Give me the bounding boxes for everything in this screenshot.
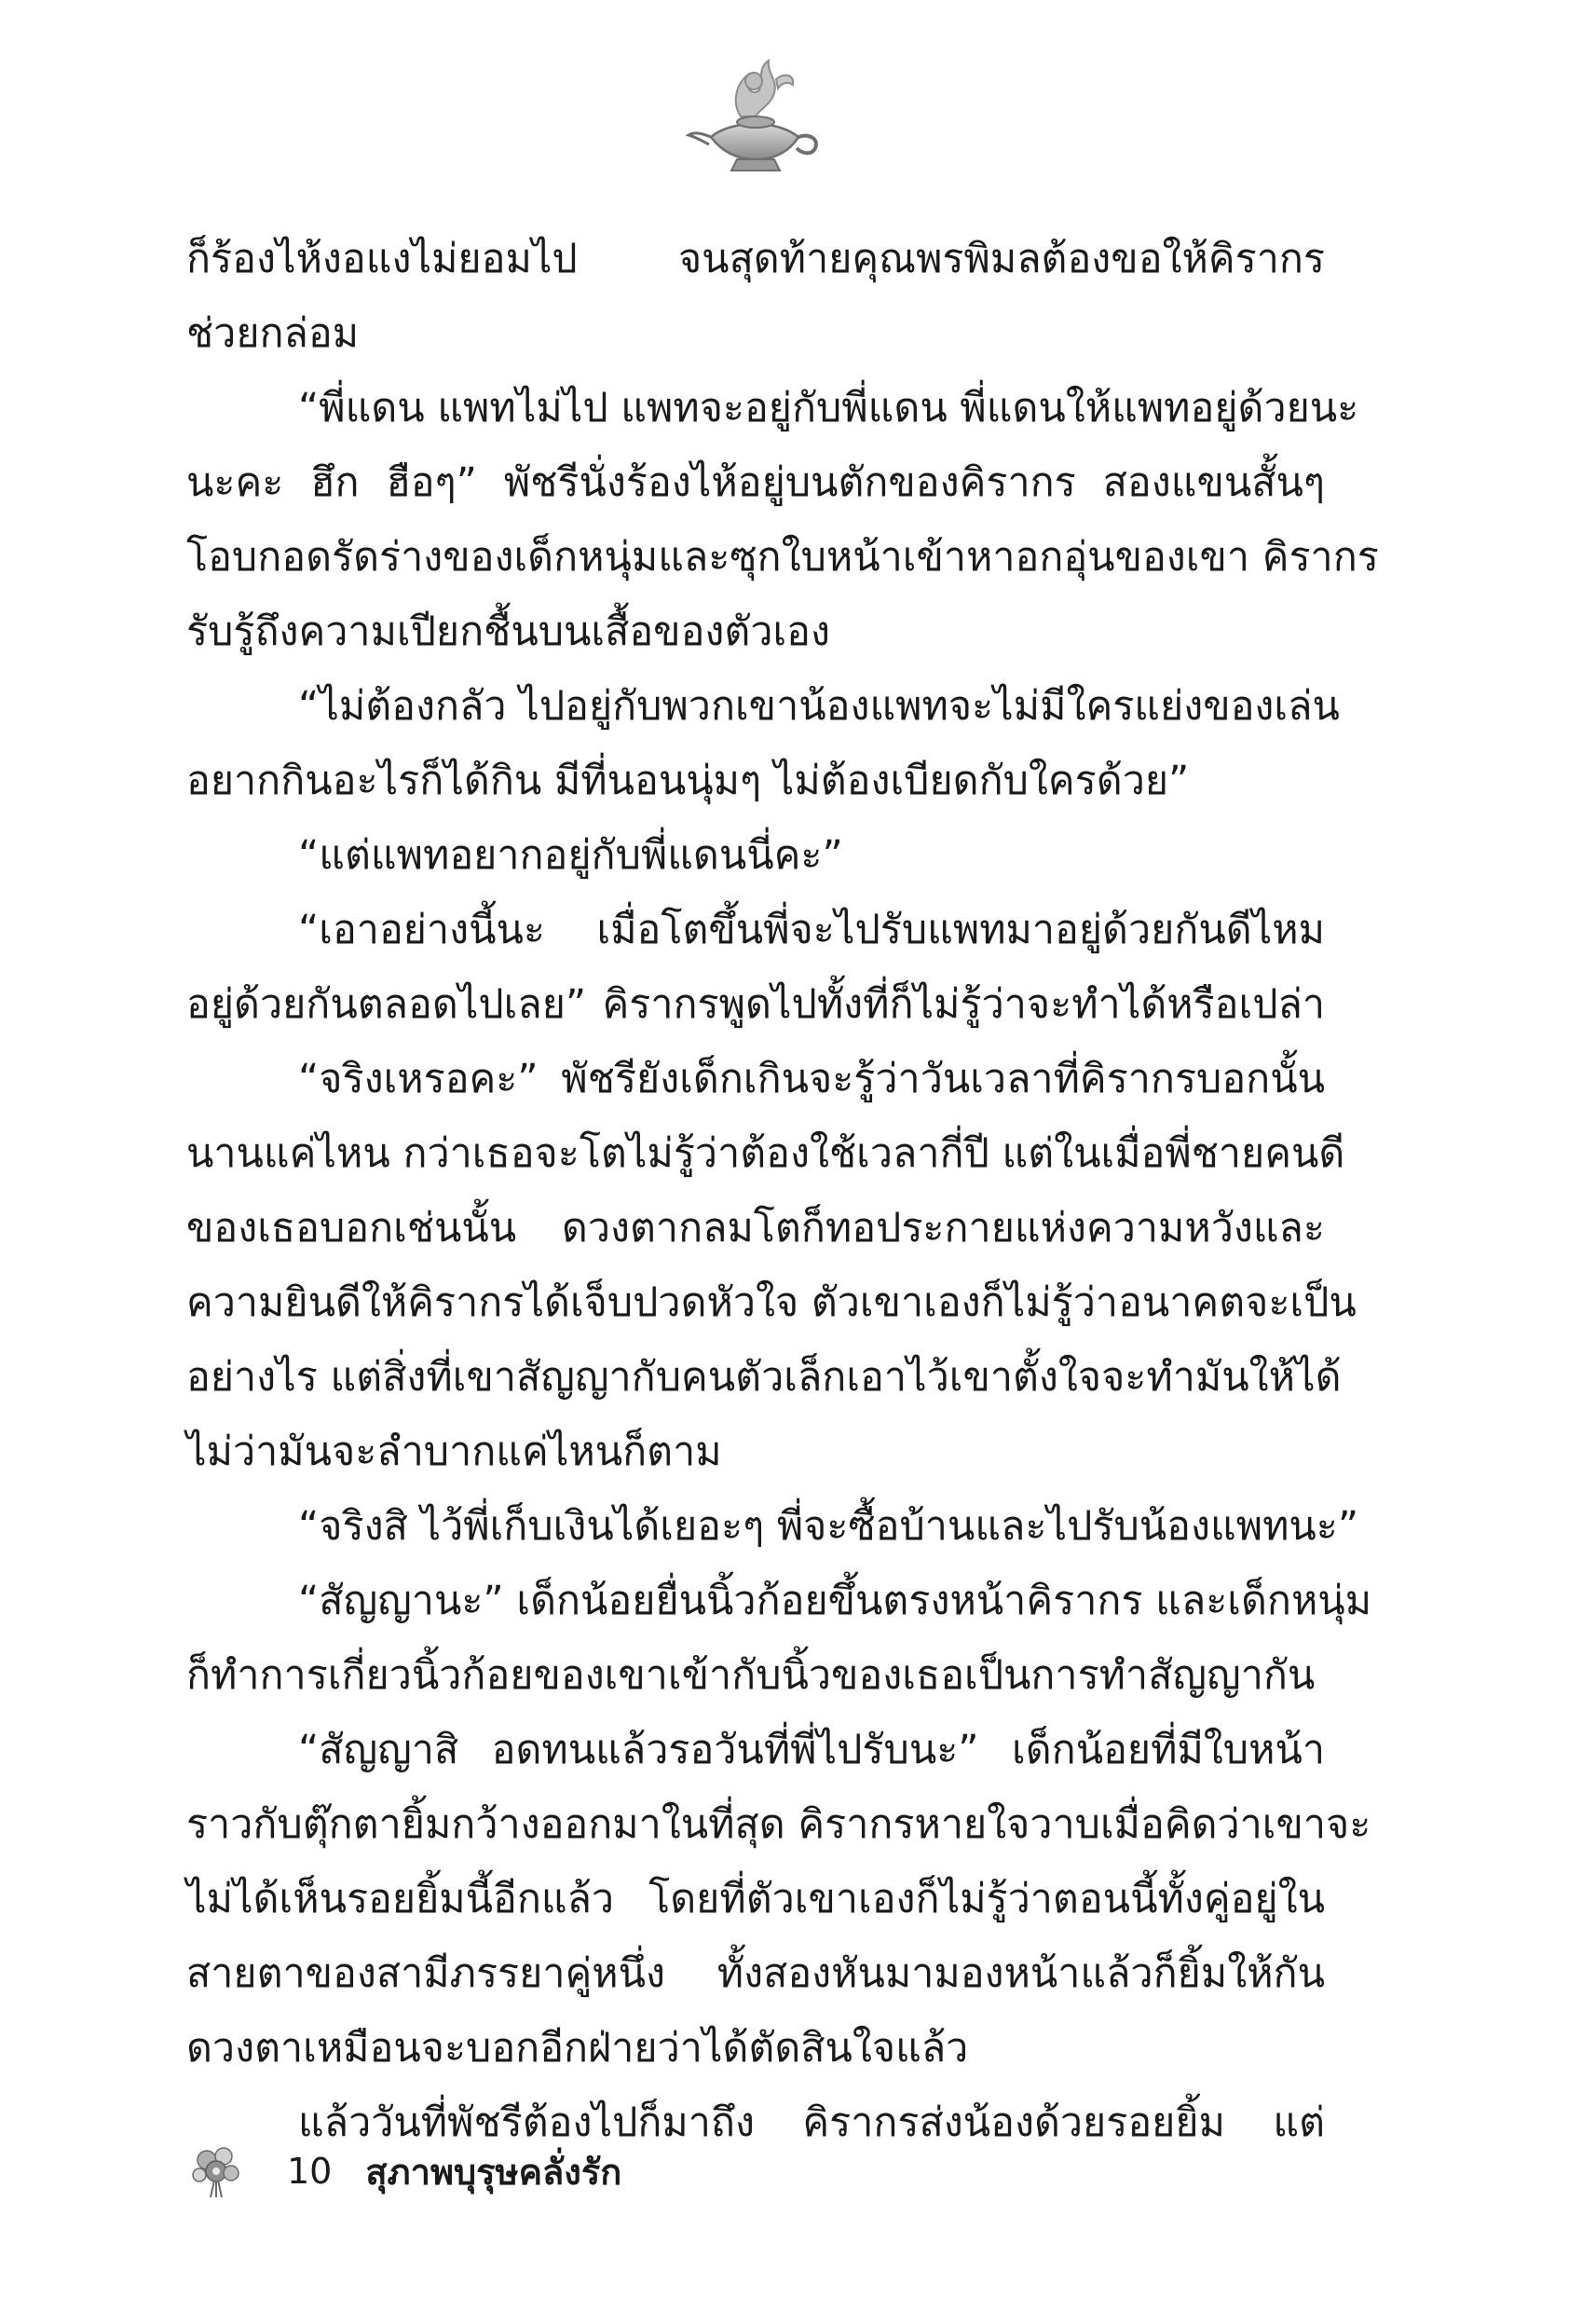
text-line: อยู่ด้วยกันตลอดไปเลย” คิรากรพูดไปทั้งที่ก็ไม่รู้ว่าจะทำได้หรือเปล่า: [186, 981, 1325, 1028]
text-line: “สัญญาสิ อดทนแล้วรอวันที่พี่ไปรับนะ” เด็กน้อยที่มีใบหน้า: [298, 1727, 1325, 1773]
flower-bouquet-icon: [186, 2141, 246, 2201]
text-line: แล้ววันที่พัชรีต้องไปก็มาถึง คิรากรส่งน้องด้วยรอยยิ้ม แต่: [298, 2099, 1325, 2146]
body-text: [186, 222, 1379, 2160]
text-line: โอบกอดรัดร่างของเด็กหนุ่มและซุกใบหน้าเข้าหาอกอุ่นของเขา คิรากร: [186, 534, 1379, 581]
text-line: ของเธอบอกเช่นนั้น ดวงตากลมโตก็ทอประกายแห่งความหวังและ: [186, 1205, 1325, 1251]
text-line: ก็ทำการเกี่ยวนิ้วก้อยของเขาเข้ากับนิ้วของเธอเป็นการทำสัญญากัน: [186, 1652, 1316, 1699]
text-line: “จริงเหรอคะ” พัชรียังเด็กเกินจะรู้ว่าวันเวลาที่คิรากรบอกนั้น: [298, 1056, 1325, 1102]
text-line: ก็ร้องไห้งอแงไม่ยอมไป จนสุดท้ายคุณพรพิมลต้องขอให้คิรากร: [186, 236, 1325, 282]
text-line: สายตาของสามีภรรยาคู่หนึ่ง ทั้งสองหันมามองหน้าแล้วก็ยิ้มให้กัน: [186, 1950, 1325, 1997]
genie-lamp-ornament-icon: [685, 51, 825, 182]
text-line: “แต่แพทอยากอยู่กับพี่แดนนี่คะ”: [298, 832, 843, 879]
text-line: นะคะ ฮึก ฮือๆ” พัชรีนั่งร้องไห้อยู่บนตักของคิรากร สองแขนสั้นๆ: [186, 459, 1325, 506]
text-line: ความยินดีให้คิรากรได้เจ็บปวดหัวใจ ตัวเขาเองก็ไม่รู้ว่าอนาคตจะเป็น: [186, 1279, 1357, 1326]
page-number: 10: [287, 2151, 333, 2192]
text-line: นานแค่ไหน กว่าเธอจะโตไม่รู้ว่าต้องใช้เวลากี่ปี แต่ในเมื่อพี่ชายคนดี: [186, 1130, 1345, 1177]
text-line: อยากกินอะไรก็ได้กิน มีที่นอนนุ่มๆ ไม่ต้องเบียดกับใครด้วย”: [186, 758, 1190, 804]
text-line: “จริงสิ ไว้พี่เก็บเงินได้เยอะๆ พี่จะซื้อบ้านและไปรับน้องแพทนะ”: [298, 1503, 1359, 1550]
text-line: “ไม่ต้องกลัว ไปอยู่กับพวกเขาน้องแพทจะไม่มีใครแย่งของเล่น: [298, 683, 1340, 730]
text-line: รับรู้ถึงความเปียกชื้นบนเสื้อของตัวเอง: [186, 609, 830, 655]
text-line: ช่วยกล่อม: [186, 310, 360, 357]
text-line: “เอาอย่างนี้นะ เมื่อโตขึ้นพี่จะไปรับแพทมาอยู่ด้วยกันดีไหม: [298, 907, 1325, 953]
text-line: อย่างไร แต่สิ่งที่เขาสัญญากับคนตัวเล็กเอาไว้เขาตั้งใจจะทำมันให้ได้: [186, 1354, 1342, 1401]
text-line: “พี่แดน แพทไม่ไป แพทจะอยู่กับพี่แดน พี่แดนให้แพทอยู่ด้วยนะ: [298, 385, 1359, 431]
book-title: สุภาพบุรุษคลั่งรัก: [365, 2151, 622, 2193]
text-line: ไม่ว่ามันจะลำบากแค่ไหนก็ตาม: [186, 1429, 722, 1475]
text-line: ดวงตาเหมือนจะบอกอีกฝ่ายว่าได้ตัดสินใจแล้ว: [186, 2025, 969, 2072]
text-line: “สัญญานะ” เด็กน้อยยื่นนิ้วก้อยขึ้นตรงหน้าคิรากร และเด็กหนุ่ม: [298, 1578, 1372, 1624]
text-line: ไม่ได้เห็นรอยยิ้มนี้อีกแล้ว โดยที่ตัวเขาเองก็ไม่รู้ว่าตอนนี้ทั้งคู่อยู่ใน: [186, 1876, 1325, 1922]
text-line: ราวกับตุ๊กตายิ้มกว้างออกมาในที่สุด คิรากรหายใจวาบเมื่อคิดว่าเขาจะ: [186, 1801, 1371, 1848]
page-footer: [186, 2139, 621, 2204]
